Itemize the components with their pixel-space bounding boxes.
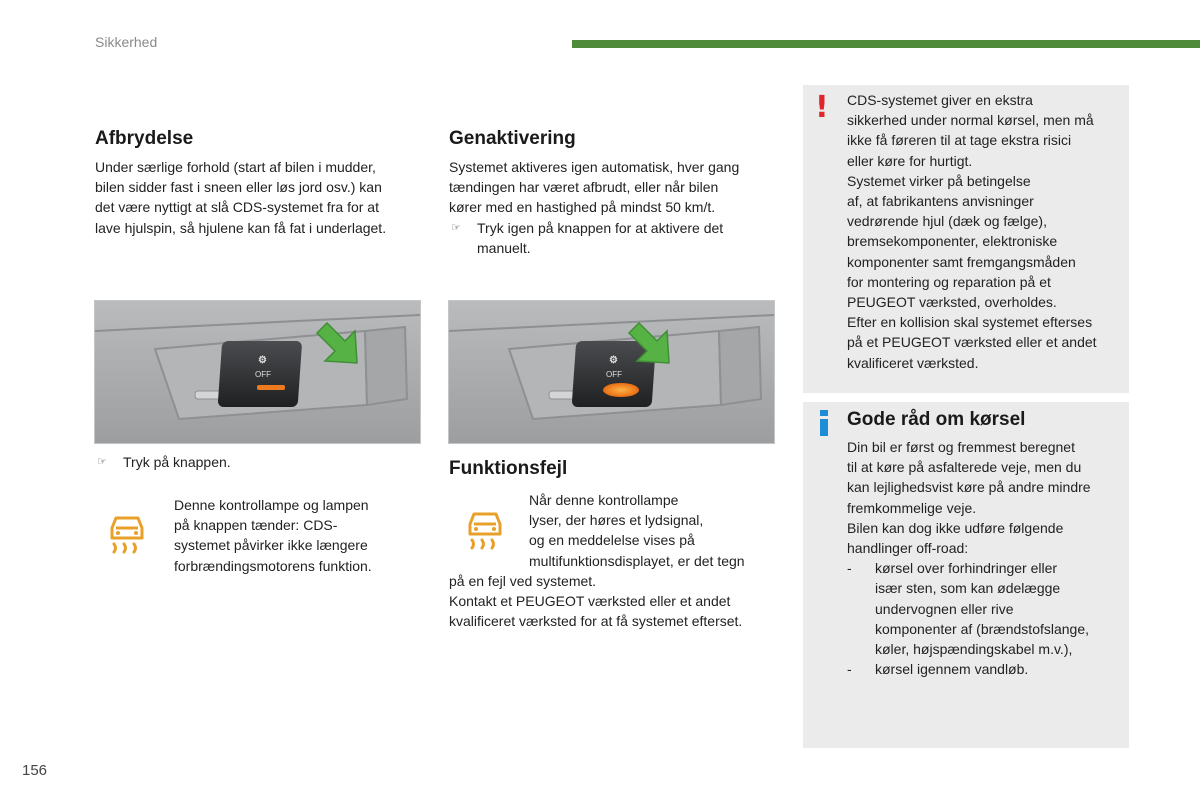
text-line: Under særlige forhold (start af bilen i mudder,: [95, 159, 376, 175]
text-line: Kontakt et PEUGEOT værksted eller et andet: [449, 593, 731, 610]
svg-text:OFF: OFF: [255, 370, 271, 379]
info-icon: [819, 410, 829, 436]
text-line: tændingen har været afbrudt, eller når bilen: [449, 179, 719, 196]
traction-control-warning-icon: [462, 504, 508, 550]
text-line: vedrørende hjul (dæk og fælge),: [847, 213, 1047, 230]
funktionsfejl-text: [449, 571, 789, 632]
cds-off-button-icon: [95, 301, 420, 443]
cds-on-button-icon: [449, 301, 774, 443]
afbrydelse-bullet: [95, 452, 423, 472]
text-line: kvalificeret værksted.: [847, 354, 979, 371]
afbrydelse-text: [95, 157, 425, 238]
fault-warning-lamp: [462, 504, 508, 550]
text-line: manuelt.: [477, 239, 531, 256]
text-line: lyser, der høres et lydsignal,: [529, 512, 704, 529]
funktionsfejl-lamp-text: [529, 490, 779, 571]
page-number: 156: [22, 762, 48, 779]
text-line: på en fejl ved systemet.: [449, 573, 597, 589]
text-line: Din bil er først og fremmest beregnet: [847, 439, 1075, 455]
list-item: [847, 659, 1129, 679]
section-color-bar: [572, 40, 1200, 48]
text-line: kører med en hastighed på mindst 50 km/t.: [449, 199, 716, 216]
traction-warning-lamp: [104, 508, 150, 554]
text-line: Denne kontrollampe og lampen: [174, 497, 369, 513]
text-line: Systemet virker på betingelse: [847, 172, 1031, 189]
text-line: sikkerhed under normal kørsel, men må: [847, 112, 1094, 129]
bullet-text: Tryk på knappen.: [123, 454, 231, 470]
text-line: komponenter af (brændstofslange,: [875, 620, 1090, 637]
text-line: bilen sidder fast i sneen eller løs jord osv.) kan: [95, 179, 382, 196]
text-line: lave hjulspin, så hjulene kan få fat i underlaget.: [95, 219, 387, 236]
text-line: bremsekomponenter, elektroniske: [847, 233, 1058, 250]
dash-marker: -: [847, 560, 852, 577]
tips-text: [847, 437, 1129, 679]
text-line: på knappen tænder: CDS-: [174, 517, 338, 534]
genaktivering-text: [449, 157, 779, 258]
section-label: Sikkerhed: [95, 34, 158, 50]
text-line: på et PEUGEOT værksted eller et andet: [847, 334, 1097, 351]
text-line: det være nyttigt at slå CDS-systemet fra for at: [95, 199, 379, 216]
svg-text:OFF: OFF: [606, 370, 622, 379]
genaktivering-bullet: [449, 218, 779, 258]
warning-box: [803, 85, 1129, 393]
cds-button-photo-on: [448, 300, 775, 444]
svg-text:⚙: ⚙: [609, 355, 618, 366]
text-line: kørsel igennem vandløb.: [875, 661, 1029, 678]
text-line: kvalificeret værksted for at få systemet efterset.: [449, 613, 743, 630]
funktionsfejl-heading: Funktionsfejl: [449, 458, 568, 479]
afbrydelse-heading: Afbrydelse: [95, 128, 194, 149]
pointer-icon: ☞: [97, 456, 107, 468]
list-item: [847, 558, 1129, 659]
text-line: CDS-systemet giver en ekstra: [847, 92, 1033, 108]
pointer-icon: ☞: [451, 221, 461, 234]
text-line: køler, højspændingskabel m.v.),: [875, 641, 1073, 658]
text-line: fremkommelige veje.: [847, 499, 977, 516]
tips-heading: Gode råd om kørsel: [847, 409, 1026, 430]
text-line: Tryk igen på knappen for at aktivere det: [477, 219, 724, 236]
genaktivering-heading: Genaktivering: [449, 128, 576, 149]
text-line: til at køre på asfalterede veje, men du: [847, 459, 1082, 476]
traction-control-warning-icon: [104, 508, 150, 554]
text-line: Efter en kollision skal systemet efterses: [847, 314, 1093, 331]
text-line: for montering og reparation på et: [847, 273, 1051, 290]
text-line: handlinger off-road:: [847, 540, 969, 557]
text-line: især sten, som kan ødelægge: [875, 580, 1061, 597]
text-line: Systemet aktiveres igen automatisk, hver gang: [449, 159, 740, 175]
text-line: og en meddelelse vises på: [529, 532, 695, 549]
text-line: Når denne kontrollampe: [529, 492, 679, 508]
text-line: ikke få føreren til at tage ekstra risici: [847, 132, 1072, 149]
text-line: komponenter samt fremgangsmåden: [847, 253, 1076, 270]
cds-button-photo-off: [94, 300, 421, 444]
warning-text: [847, 90, 1129, 373]
text-line: PEUGEOT værksted, overholdes.: [847, 294, 1057, 311]
text-line: af, at fabrikantens anvisninger: [847, 193, 1034, 210]
afbrydelse-lamp-text: [174, 495, 414, 576]
exclamation-icon: !: [815, 90, 829, 125]
dash-marker: -: [847, 661, 852, 678]
text-line: undervognen eller rive: [875, 600, 1014, 617]
text-line: kørsel over forhindringer eller: [875, 560, 1058, 577]
text-line: Bilen kan dog ikke udføre følgende: [847, 519, 1064, 536]
text-line: forbrændingsmotorens funktion.: [174, 557, 372, 574]
text-line: kan lejlighedsvist køre på andre mindre: [847, 479, 1091, 496]
text-line: systemet påvirker ikke længere: [174, 537, 368, 554]
tips-box: [803, 402, 1129, 748]
svg-text:⚙: ⚙: [258, 355, 267, 366]
text-line: eller køre for hurtigt.: [847, 152, 973, 169]
text-line: multifunktionsdisplayet, er det tegn: [529, 552, 745, 569]
